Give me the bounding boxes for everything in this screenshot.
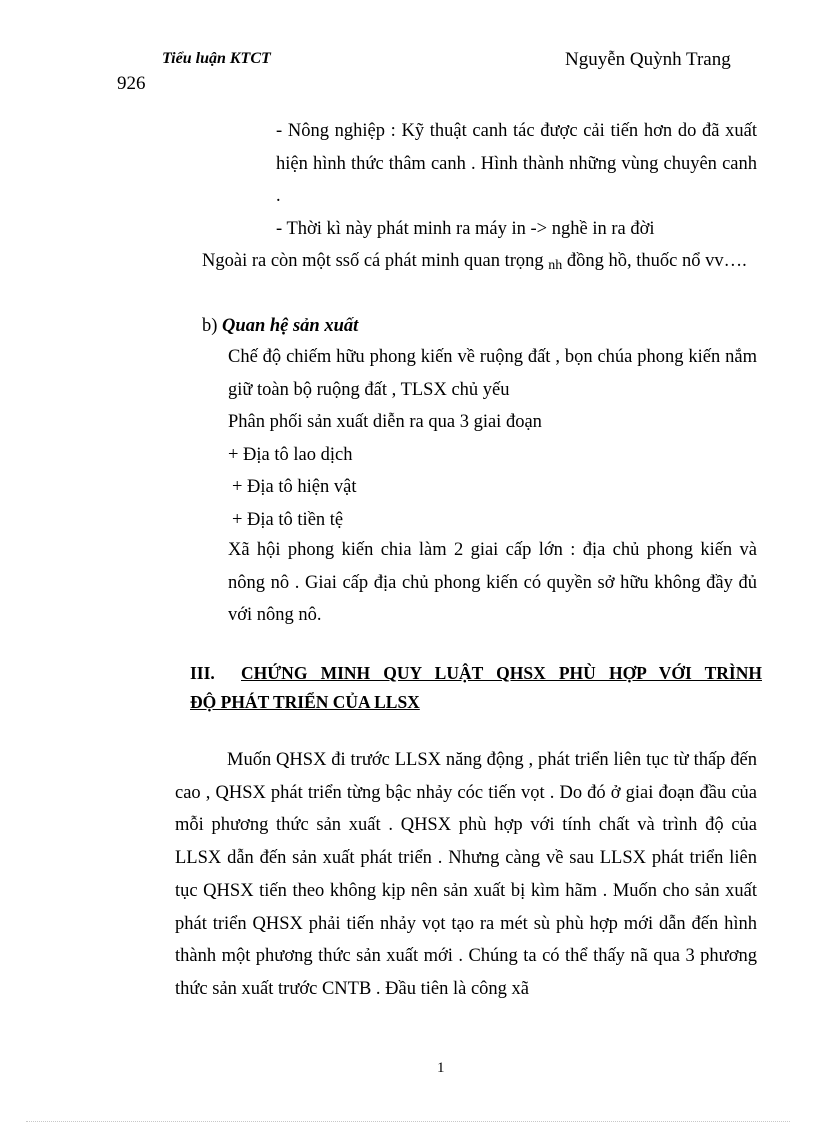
stage-item: + Địa tô hiện vật: [232, 477, 357, 497]
distribution-intro: Phân phối sản xuất diễn ra qua 3 giai đoạn: [228, 412, 542, 432]
section-b-heading: [202, 310, 358, 343]
header-author: Nguyễn Quỳnh Trang: [565, 49, 731, 70]
agriculture-text: - Nông nghiệp : Kỹ thuật canh tác được cải tiến hơn do đã xuất hiện hình thức thâm canh . Hình thành những vùng chuyên canh .: [276, 121, 757, 206]
other-inventions-text-2: đồng hồ, thuốc nổ vv….: [562, 251, 747, 271]
stage-item: + Địa tô tiền tệ: [232, 509, 344, 530]
distribution-list: [228, 406, 542, 536]
section-b-label: b): [202, 316, 223, 336]
society-paragraph: Xã hội phong kiến chia làm 2 giai cấp lớn : địa chủ phong kiến và nông nô . Giai cấp địa chủ phong kiến có quyền sở hữu không đầy đủ với nông nô.: [228, 540, 757, 625]
section-3-title-line2: ĐỘ PHÁT TRIỂN CỦA LLSX: [190, 692, 420, 712]
other-inventions-text-1: Ngoài ra còn một ssố cá phát minh quan trọng: [202, 251, 549, 271]
other-inventions-abbrev: nh: [548, 258, 563, 273]
section-3-paragraph: Muốn QHSX đi trước LLSX năng động , phát triển liên tục từ thấp đến cao , QHSX phát triển từng bậc nhảy cóc tiến vọt . Do đó ở giai đoạn đầu của mỗi phương thức sản xuất . QHSX phù hợp với tính chất và trình độ của LLSX dẫn đến sản xuất phát triển . Nhưng càng về sau LLSX phát triển liên tục QHSX tiến theo không kịp nên sản xuất bị kìm hãm . Muốn cho sản xuất phát triển QHSX phải tiến nhảy vọt tạo ra mét sù phù hợp mới dẫn đến hình thành một phương thức sản xuất mới . Chúng ta có thể thấy nã qua 3 phương thức sản xuất trước CNTB . Đầu tiên là công xã: [175, 750, 757, 999]
printing-text: - Thời kì này phát minh ra máy in -> nghề in ra đời: [276, 218, 655, 239]
agriculture-paragraph: [276, 115, 757, 245]
header-number: 926: [117, 73, 146, 94]
stage-item: + Địa tô lao dịch: [228, 444, 353, 465]
ownership-paragraph: Chế độ chiếm hữu phong kiến về ruộng đất , bọn chúa phong kiến nắm giữ toàn bộ ruộng đất , TLSX chủ yếu: [228, 347, 757, 400]
section-b-title: Quan hệ sản xuất: [222, 316, 359, 336]
footer-divider: [26, 1121, 790, 1122]
page-number: 1: [437, 1060, 445, 1076]
section-3-title-line1: CHỨNG MINH QUY LUẬT QHSX PHÙ HỢP VỚI TRÌNH: [241, 663, 762, 683]
section-3-number: III.: [190, 663, 215, 683]
other-inventions-paragraph: [202, 245, 757, 280]
header-title: Tiểu luận KTCT: [162, 50, 271, 67]
